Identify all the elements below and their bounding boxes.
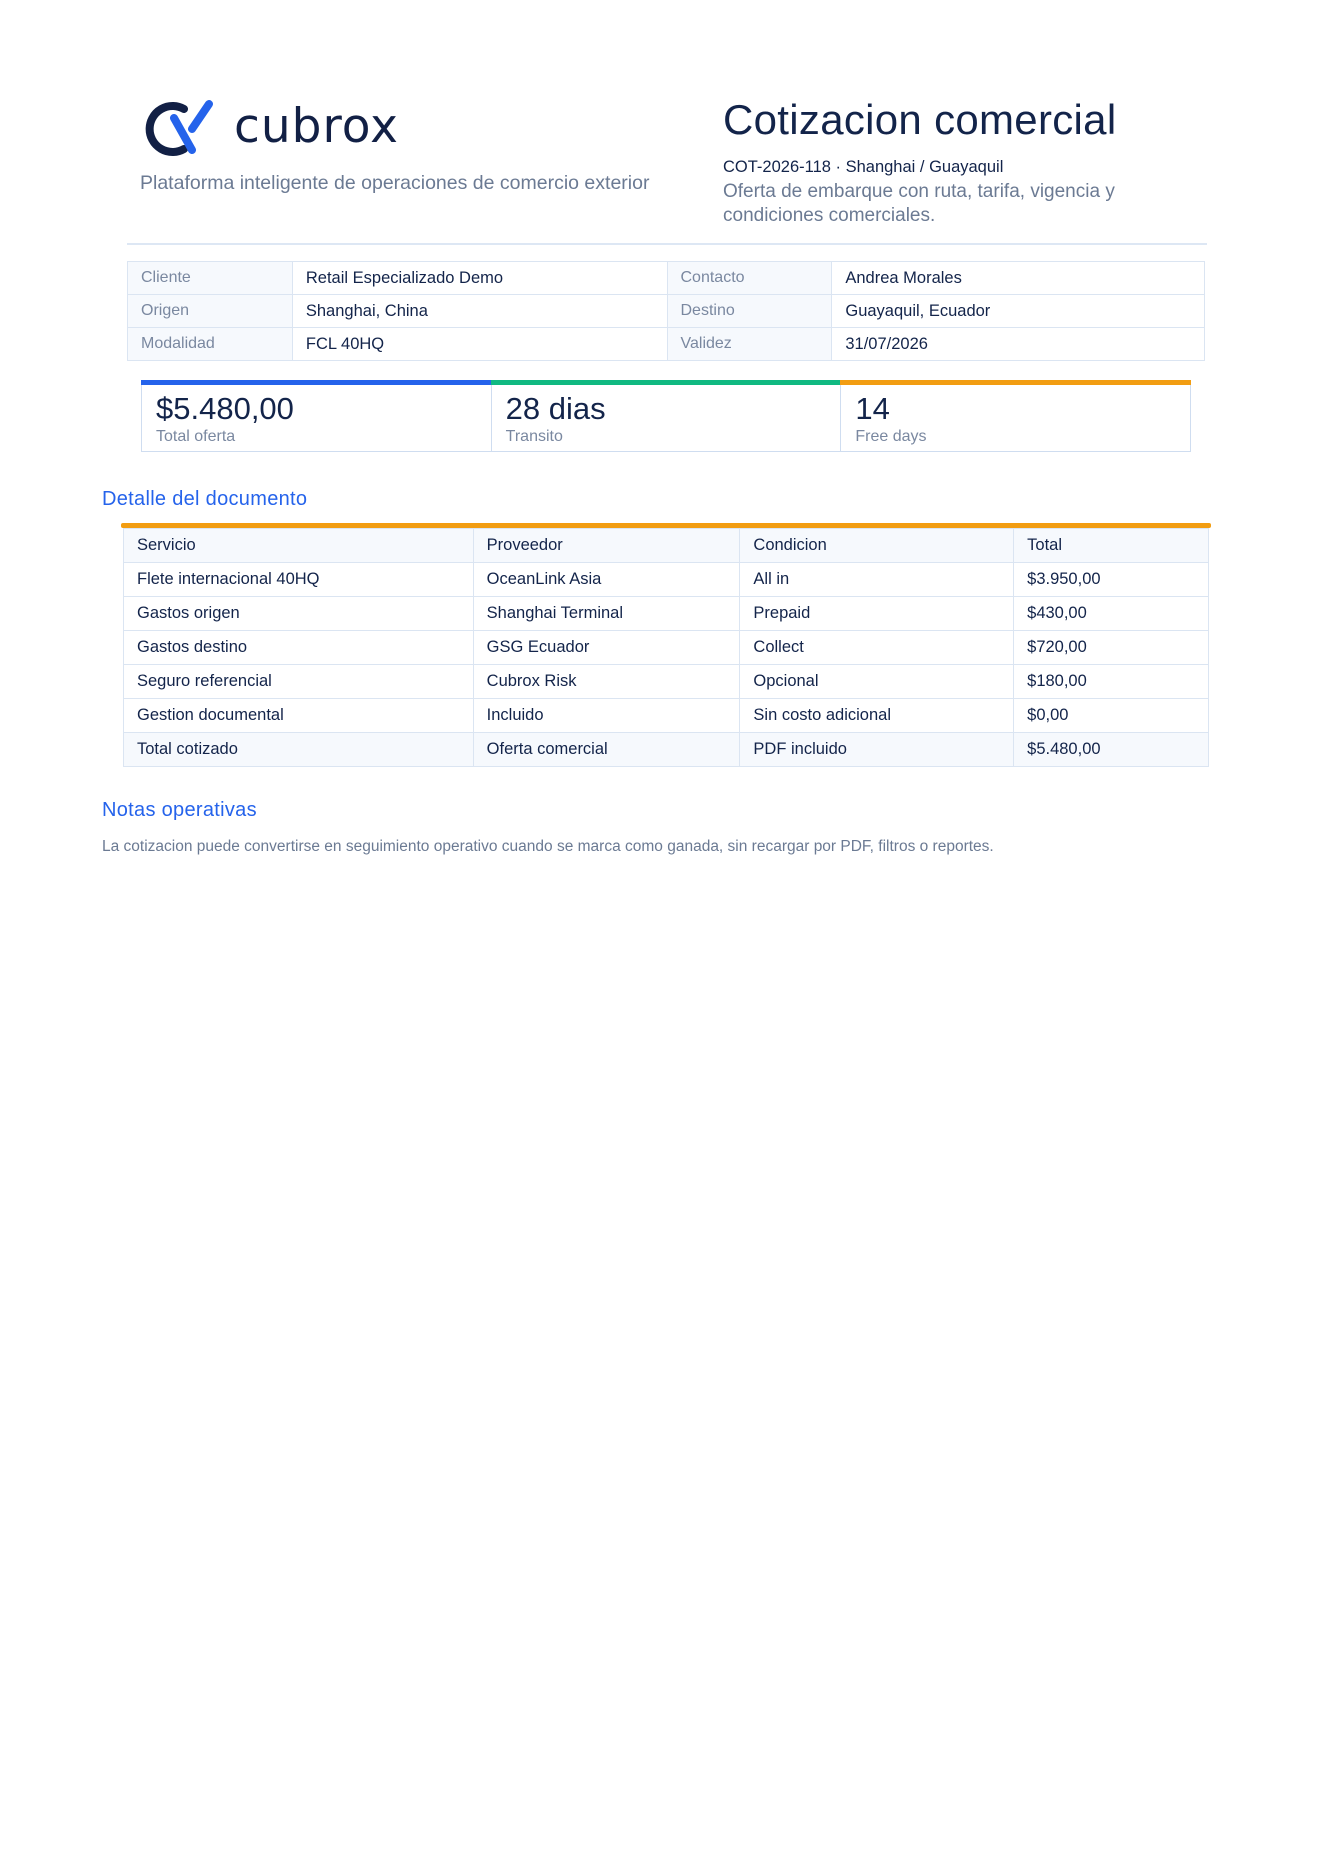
notes-section-title: Notas operativas bbox=[102, 799, 257, 821]
cell-total: $180,00 bbox=[1014, 665, 1209, 699]
document-reference: COT-2026-118 · Shanghai / Guayaquil bbox=[723, 158, 1004, 177]
detail-section-title: Detalle del documento bbox=[102, 488, 308, 510]
detail-table bbox=[123, 528, 1209, 767]
info-value: FCL 40HQ bbox=[292, 328, 667, 361]
cell-proveedor: Cubrox Risk bbox=[473, 665, 740, 699]
logo bbox=[140, 96, 649, 162]
cell-proveedor: Shanghai Terminal bbox=[473, 597, 740, 631]
info-label: Origen bbox=[128, 295, 293, 328]
document-title: Cotizacion comercial bbox=[723, 96, 1117, 143]
kpi-caption: Free days bbox=[855, 427, 927, 445]
info-value: Andrea Morales bbox=[832, 262, 1205, 295]
cell-condicion: All in bbox=[740, 563, 1014, 597]
info-value: Shanghai, China bbox=[292, 295, 667, 328]
info-row bbox=[128, 328, 1205, 361]
column-header: Condicion bbox=[740, 529, 1014, 563]
column-header: Total bbox=[1014, 529, 1209, 563]
info-value: 31/07/2026 bbox=[832, 328, 1205, 361]
total-row bbox=[124, 733, 1209, 767]
cell-servicio: Gastos origen bbox=[124, 597, 474, 631]
cell-servicio: Seguro referencial bbox=[124, 665, 474, 699]
cell-servicio: Gestion documental bbox=[124, 699, 474, 733]
document-header bbox=[723, 98, 1203, 228]
info-label: Contacto bbox=[667, 262, 832, 295]
table-row bbox=[124, 563, 1209, 597]
column-header: Servicio bbox=[124, 529, 474, 563]
kpi-accent-bar bbox=[840, 380, 1191, 385]
kpi-caption: Transito bbox=[505, 427, 563, 445]
cell-servicio: Gastos destino bbox=[124, 631, 474, 665]
table-row bbox=[124, 699, 1209, 733]
info-row bbox=[128, 262, 1205, 295]
cell-condicion: Collect bbox=[740, 631, 1014, 665]
info-value: Guayaquil, Ecuador bbox=[832, 295, 1205, 328]
kpi-accent-bar bbox=[491, 380, 842, 385]
cell-proveedor: OceanLink Asia bbox=[473, 563, 740, 597]
table-row bbox=[124, 631, 1209, 665]
kpi-free-days bbox=[841, 380, 1190, 451]
info-label: Cliente bbox=[128, 262, 293, 295]
kpi-value: $5.480,00 bbox=[156, 391, 294, 426]
info-value: Retail Especializado Demo bbox=[292, 262, 667, 295]
brand-tagline: Plataforma inteligente de operaciones de comercio exterior bbox=[140, 172, 650, 194]
cell-total: $5.480,00 bbox=[1014, 733, 1209, 767]
kpi-transito bbox=[492, 380, 842, 451]
brand-name: cubrox bbox=[234, 98, 399, 154]
cell-total: $720,00 bbox=[1014, 631, 1209, 665]
cell-condicion: PDF incluido bbox=[740, 733, 1014, 767]
cell-total: $3.950,00 bbox=[1014, 563, 1209, 597]
cell-total: $430,00 bbox=[1014, 597, 1209, 631]
cell-proveedor: GSG Ecuador bbox=[473, 631, 740, 665]
table-row bbox=[124, 665, 1209, 699]
detail-header-row bbox=[124, 529, 1209, 563]
info-label: Validez bbox=[667, 328, 832, 361]
cell-servicio: Flete internacional 40HQ bbox=[124, 563, 474, 597]
brand-block bbox=[140, 96, 649, 195]
kpi-strip bbox=[141, 380, 1191, 452]
document-description: Oferta de embarque con ruta, tarifa, vigencia y condiciones comerciales. bbox=[723, 181, 1115, 227]
column-header: Proveedor bbox=[473, 529, 740, 563]
header-divider bbox=[127, 243, 1207, 245]
info-table bbox=[127, 261, 1205, 361]
cell-condicion: Prepaid bbox=[740, 597, 1014, 631]
info-label: Modalidad bbox=[128, 328, 293, 361]
kpi-caption: Total oferta bbox=[156, 427, 236, 445]
cell-proveedor: Oferta comercial bbox=[473, 733, 740, 767]
kpi-value: 28 dias bbox=[505, 391, 606, 426]
cell-proveedor: Incluido bbox=[473, 699, 740, 733]
kpi-value: 14 bbox=[855, 391, 890, 426]
cell-condicion: Sin costo adicional bbox=[740, 699, 1014, 733]
table-row bbox=[124, 597, 1209, 631]
cell-total: $0,00 bbox=[1014, 699, 1209, 733]
cell-condicion: Opcional bbox=[740, 665, 1014, 699]
kpi-accent-bar bbox=[141, 380, 492, 385]
kpi-total-oferta bbox=[142, 380, 492, 451]
cell-servicio: Total cotizado bbox=[124, 733, 474, 767]
info-row bbox=[128, 295, 1205, 328]
cubrox-logo-icon bbox=[140, 96, 218, 162]
info-label: Destino bbox=[667, 295, 832, 328]
notes-text: La cotizacion puede convertirse en seguimiento operativo cuando se marca como ganada, sin recargar por PDF, filtros o reportes. bbox=[102, 838, 994, 855]
